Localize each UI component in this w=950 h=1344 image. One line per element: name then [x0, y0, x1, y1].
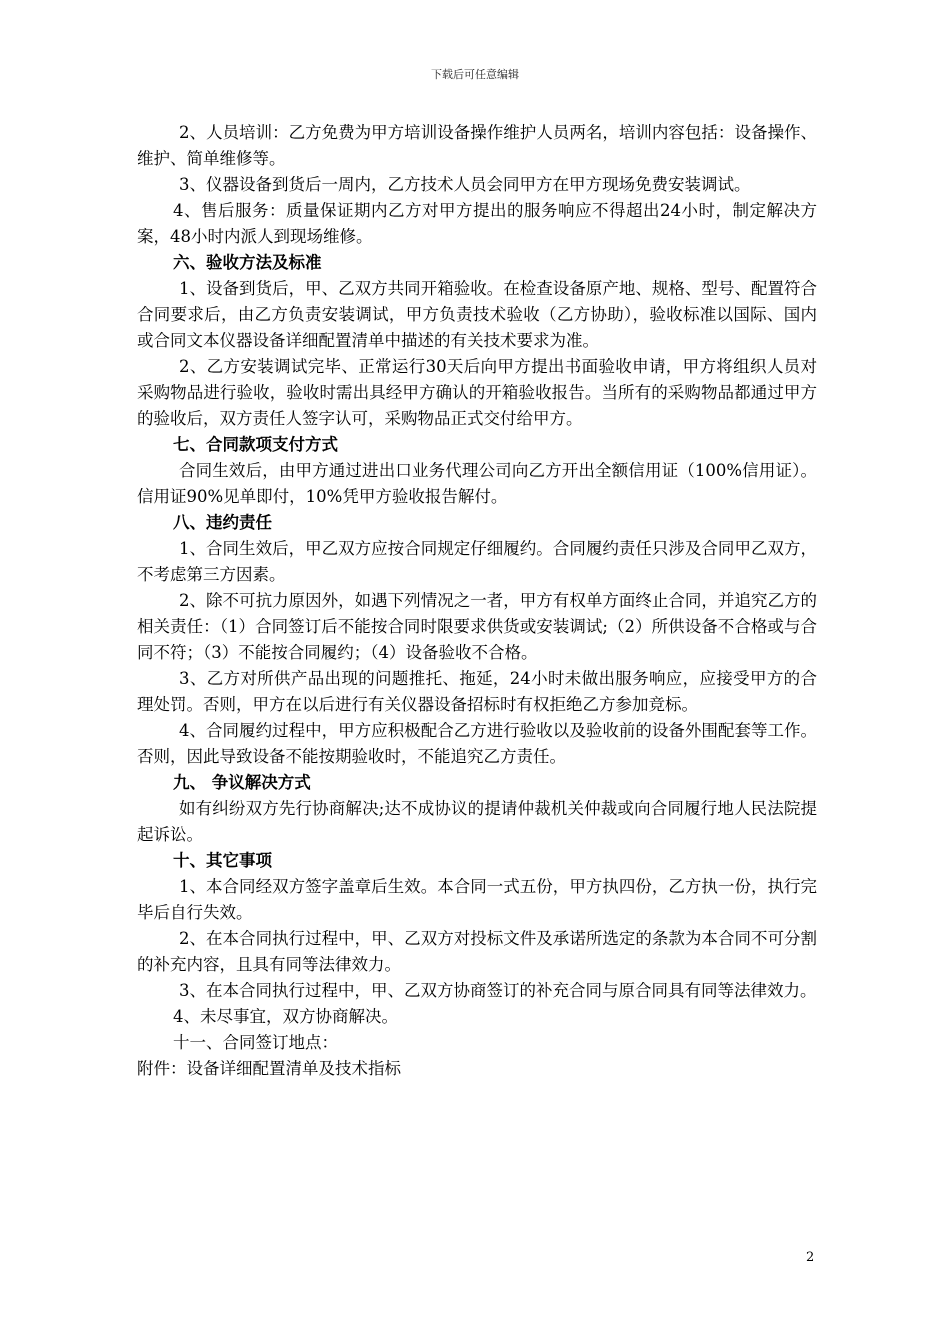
paragraph-other-1: 1、本合同经双方签字盖章后生效。本合同一式五份，甲方执四份，乙方执一份，执行完毕后自行失效。	[137, 877, 817, 922]
paragraph-installation: 3、仪器设备到货后一周内，乙方技术人员会同甲方在甲方现场免费安装调试。	[179, 175, 751, 194]
paragraph-training: 2、人员培训：乙方免费为甲方培训设备操作维护人员两名，培训内容包括：设备操作、维护、简单维修等。	[137, 123, 817, 168]
paragraph-breach-1: 1、合同生效后，甲乙双方应按合同规定仔细履约。合同履约责任只涉及合同甲乙双方，不考虑第三方因素。	[137, 539, 817, 584]
paragraph-acceptance-2: 2、乙方安装调试完毕、正常运行30天后向甲方提出书面验收申请，甲方将组织人员对采购物品进行验收，验收时需出具经甲方确认的开箱验收报告。当所有的采购物品都通过甲方的验收后，双方责任人签字认可，采购物品正式交付给甲方。	[137, 357, 817, 428]
page-number: 2	[806, 1250, 815, 1265]
paragraph-after-sales: 4、售后服务：质量保证期内乙方对甲方提出的服务响应不得超出24小时，制定解决方案，48小时内派人到现场维修。	[137, 201, 817, 246]
paragraph-dispute: 如有纠纷双方先行协商解决;达不成协议的提请仲裁机关仲裁或向合同履行地人民法院提起诉讼。	[137, 799, 817, 844]
paragraph-acceptance-1: 1、设备到货后，甲、乙双方共同开箱验收。在检查设备原产地、规格、型号、配置符合合同要求后，由乙方负责安装调试，甲方负责技术验收（乙方协助），验收标准以国际、国内或合同文本仪器设备详细配置清单中描述的有关技术要求为准。	[137, 279, 817, 350]
paragraph-breach-2: 2、除不可抗力原因外，如遇下列情况之一者，甲方有权单方面终止合同，并追究乙方的相关责任：（1）合同签订后不能按合同时限要求供货或安装调试;（2）所供设备不合格或与合同不符；（3）不能按合同履约；（4）设备验收不合格。	[137, 591, 817, 662]
paragraph-other-2: 2、在本合同执行过程中，甲、乙双方对投标文件及承诺所选定的条款为本合同不可分割的补充内容，且具有同等法律效力。	[137, 929, 817, 974]
paragraph-payment: 合同生效后，由甲方通过进出口业务代理公司向乙方开出全额信用证（100%信用证）。信用证90%见单即付，10%凭甲方验收报告解付。	[137, 461, 817, 506]
page-header: 下载后可任意编辑	[431, 68, 519, 81]
paragraph-breach-4: 4、合同履约过程中，甲方应积极配合乙方进行验收以及验收前的设备外围配套等工作。否则，因此导致设备不能按期验收时，不能追究乙方责任。	[137, 721, 817, 766]
paragraph-attachment: 附件：设备详细配置清单及技术指标	[137, 1059, 401, 1078]
section-heading-other: 十、其它事项	[173, 851, 272, 870]
document-body	[137, 120, 817, 1082]
section-heading-breach: 八、违约责任	[173, 513, 272, 532]
section-heading-payment: 七、合同款项支付方式	[173, 435, 338, 454]
section-heading-dispute: 九、 争议解决方式	[173, 773, 311, 792]
paragraph-other-3: 3、在本合同执行过程中，甲、乙双方协商签订的补充合同与原合同具有同等法律效力。	[179, 981, 817, 1000]
section-heading-acceptance: 六、验收方法及标准	[173, 253, 322, 272]
paragraph-other-4: 4、未尽事宜，双方协商解决。	[173, 1007, 398, 1026]
paragraph-breach-3: 3、乙方对所供产品出现的问题推托、拖延，24小时未做出服务响应，应接受甲方的合理处罚。否则，甲方在以后进行有关仪器设备招标时有权拒绝乙方参加竞标。	[137, 669, 817, 714]
paragraph-signing-place: 十一、合同签订地点：	[173, 1033, 338, 1052]
